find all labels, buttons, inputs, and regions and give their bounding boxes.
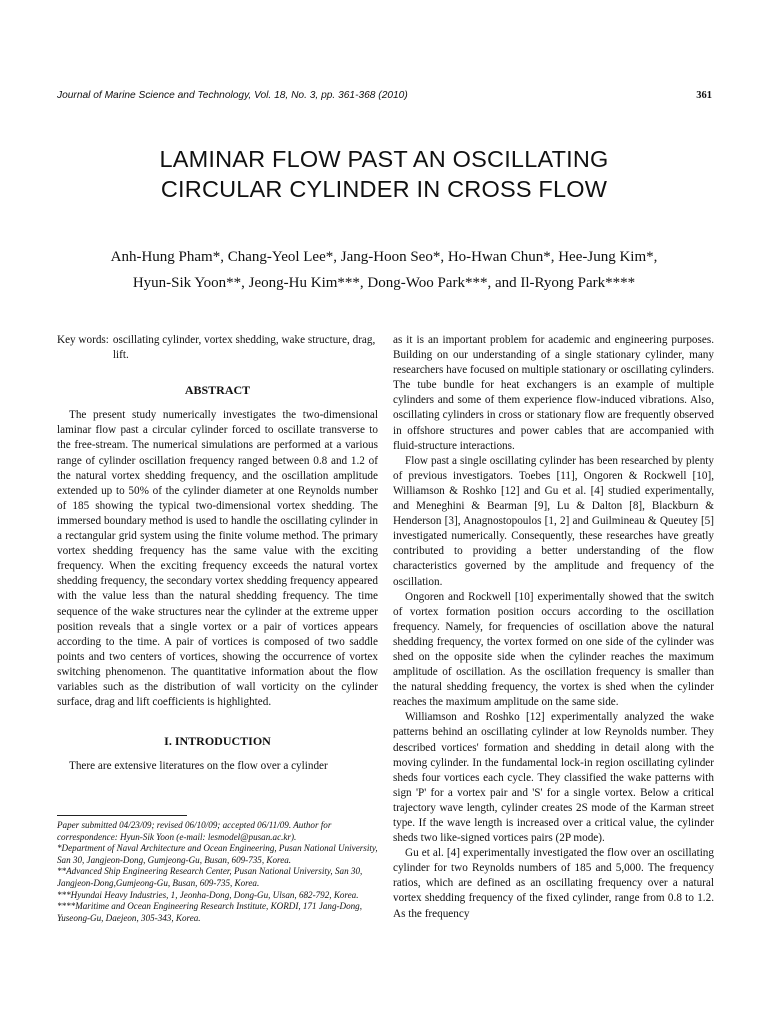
body-paragraph-5: Gu et al. [4] experimentally investigated the flow over an oscillating cylinder for two Reynolds numbers of 185 and 5,000. The frequency ratios, which are defined as an oscillating frequency over a natural vortex shedding frequency of the fixed cylinder, range from 0.8 to 1.2. As the frequency [393,847,714,920]
footnote-submitted: Paper submitted 04/23/09; revised 06/10/09; accepted 06/11/09. Author for correspondence: Hyun-Sik Yoon (e-mail: lesmodel@pusan.ac.kr). [57,820,332,842]
abstract-heading: ABSTRACT [184,383,251,398]
author-list [40,244,728,296]
body-paragraph-4: Williamson and Roshko [12] experimentally analyzed the wake patterns behind an oscillating cylinder at low Reynolds number. They described vortices' formation and shedding in detail along with the moving cylinder. In the fundamental lock-in region oscillating cylinder sheds four vortices each cycle. They classified the wake patterns with sign 'P' for a vortex pair and 'S' for a single vortex. Below a critical trajectory wave length, cylinder creates 2S mode of the Karman street type. If the wave length is increased over a critical value, the cylinder sheds two like-signed vortices pairs (2P mode). [393,711,714,845]
authors-line-2: Hyun-Sik Yoon**, Jeong-Hu Kim***, Dong-Woo Park***, and Il-Ryong Park**** [132,275,636,291]
keywords-label: Key words: [57,334,109,346]
right-column [393,333,714,922]
journal-citation: Journal of Marine Science and Technology, Vol. 18, No. 3, pp. 361-368 (2010) [57,90,408,101]
footnote-rule [57,815,187,816]
keywords [57,333,378,363]
body-paragraph-2: Flow past a single oscillating cylinder has been researched by plenty of previous investigators. Toebes [11], Ongoren & Rockwell [10], Williamson & Roshko [12] and Gu et al. [4] studied experimentally, and Meneghini & Bearman [9], Lu & Dalton [8], Blackburn & Henderson [3], Anagnostopoulos [1, 2] and Guilmineau & Queutey [5] investigated numerically. Consequently, these researches have greatly contributed to providing a better understanding of the flow characteristics governed by the amplitude and frequency of the oscillation. [393,454,714,588]
footnote-affiliation-4: ****Maritime and Ocean Engineering Research Institute, KORDI, 171 Jang-Dong, Yuseong-Gu, Daejeon, 305-343, Korea. [57,901,363,923]
footnotes [57,820,378,924]
body-paragraph-3: Ongoren and Rockwell [10] experimentally showed that the switch of vortex formation position occurs according to the oscillation frequency. Namely, for frequencies of oscillation above the natural shedding frequency, the vortex formed on one side of the cylinder was shed on the opposite side when the cylinder reaches the maximum amplitude of oscillation. As the oscillation frequency is smaller than the natural shedding frequency, the vortex is shed when the cylinder reaches the maximum amplitude on the same side. [393,590,714,709]
body-paragraph-1: as it is an important problem for academic and engineering purposes. Building on our understanding of a single stationary cylinder, many researchers have focused on multiple stationary or oscillating cylinders. The tube bundle for heat exchangers is an example of multiple cylinders and some of them experience flow-induced vibrations. Also, oscillating cylinders in cross or stationary flow are frequently observed in offshore structures and power cables that are accompanied with fluid-structure interactions. [393,334,714,452]
introduction-first-line: There are extensive literatures on the flow over a cylinder [69,760,328,773]
title-line-1: LAMINAR FLOW PAST AN OSCILLATING [159,146,609,172]
footnote-affiliation-1: *Department of Naval Architecture and Ocean Engineering, Pusan National University, San 30, Jangjeon-Dong, Gumjeong-Gu, Busan, 609-735, Korea. [57,843,378,865]
title-line-2: CIRCULAR CYLINDER IN CROSS FLOW [160,176,608,202]
page-number: 361 [696,90,712,101]
keywords-text: oscillating cylinder, vortex shedding, wake structure, drag, lift. [112,334,376,362]
authors-line-1: Anh-Hung Pham*, Chang-Yeol Lee*, Jang-Hoon Seo*, Ho-Hwan Chun*, Hee-Jung Kim*, [110,249,658,265]
left-column [57,333,378,774]
footnote-affiliation-2: **Advanced Ship Engineering Research Center, Pusan National University, San 30, Jangjeon-Dong,Gumjeong-Gu, Busan, 609-735, Korea. [57,866,363,888]
footnote-affiliation-3: ***Hyundai Heavy Industries, 1, Jeonha-Dong, Dong-Gu, Ulsan, 682-792, Korea. [57,889,359,900]
abstract-text: The present study numerically investigates the two-dimensional laminar flow past a circular cylinder forced to oscillate transverse to the free-stream. The numerical simulations are performed at a various range of cylinder oscillation frequency ranged between 0.8 and 1.2 of the natural vortex shedding frequency, and the oscillation amplitude extended up to 50% of the cylinder diameter at one Reynolds number of 185 showing the typical two-dimensional vortex shedding. The immersed boundary method is used to handle the oscillating cylinder in a rectangular grid system using the finite volume method. The primary vortex shedding frequency has the same value with the exciting frequency. When the exciting frequency exceeds the natural vortex shedding frequency, the secondary vortex shedding frequency appeared with the value less than the natural shedding frequency. The time sequence of the wake structures near the cylinder at the extreme upper position reveals that a single vortex or a pair of vortices appears according to the time. A pair of vortices is composed of two saddle points and two centers of vortices, showing the occurrence of vortex switching phenomenon. The quantitative information about the flow variables such as the distribution of wall vorticity on the cylinder surface, drag and lift coefficients is highlighted. [57,409,378,709]
paper-title [0,144,768,204]
introduction-heading: I. INTRODUCTION [164,734,271,749]
